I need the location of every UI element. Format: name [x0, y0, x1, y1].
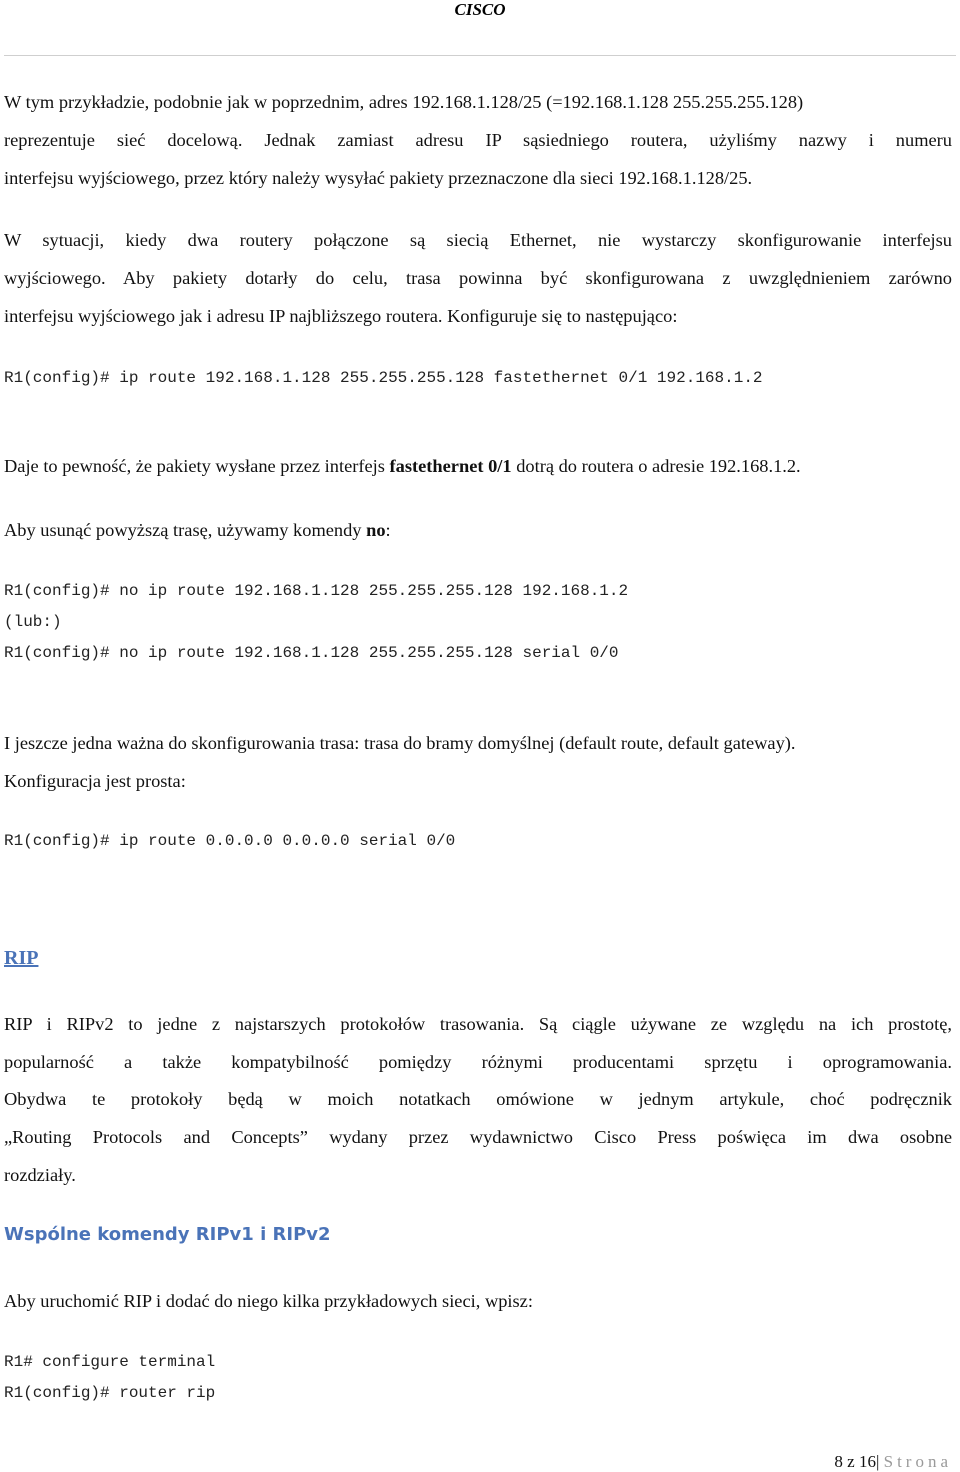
code-configure-terminal: R1# configure terminal: [4, 1353, 216, 1371]
para6-line5: rozdziały.: [4, 1165, 76, 1185]
code-default-route: R1(config)# ip route 0.0.0.0 0.0.0.0 serial 0/0: [4, 832, 456, 850]
para5-line1: I jeszcze jedna ważna do skonfigurowania trasa: trasa do bramy domyślnej (default route, default gateway).: [4, 733, 796, 753]
para1-line1: [4, 92, 952, 113]
para2-line2: wyjściowego. Aby pakiety dotarły do celu, trasa powinna być skonfigurowana z uwzględnieniem zarówno: [4, 268, 952, 288]
para4-text-before: Aby usunąć powyższą trasę, używamy komendy: [4, 520, 367, 540]
para5-line2: Konfiguracja jest prosta:: [4, 771, 186, 791]
para3-bold-interface: fastethernet 0/1: [389, 456, 512, 476]
para2-line3: interfejsu wyjściowego jak i adresu IP najbliższego routera. Konfiguruje się to następująco:: [4, 306, 678, 326]
para4-text-after: :: [385, 520, 391, 540]
footer-separator: |: [875, 1452, 880, 1471]
para2-line1: W sytuacji, kiedy dwa routery połączone są siecią Ethernet, nie wystarczy skonfigurowanie interfejsu: [4, 230, 952, 250]
footer-strona-label: Strona: [883, 1452, 952, 1471]
page-number: 8 z 16: [834, 1452, 876, 1471]
code-no-ip-route-1: R1(config)# no ip route 192.168.1.128 255.255.255.128 192.168.1.2: [4, 582, 629, 600]
para7: Aby uruchomić RIP i dodać do niego kilka przykładowych sieci, wpisz:: [4, 1291, 533, 1311]
para4: [4, 520, 391, 541]
heading-common-commands: Wspólne komendy RIPv1 i RIPv2: [4, 1224, 331, 1245]
para6-line3: Obydwa te protokoły będą w moich notatkach omówione w jednym artykule, choć podręcznik: [4, 1089, 952, 1109]
page-header-title: CISCO: [454, 0, 506, 19]
code-or-label: (lub:): [4, 613, 62, 631]
para4-bold-no: no: [366, 520, 386, 540]
code-router-rip: R1(config)# router rip: [4, 1384, 216, 1402]
para3-text-before: Daje to pewność, że pakiety wysłane przez interfejs: [4, 456, 390, 476]
para6-line4: „Routing Protocols and Concepts” wydany przez wydawnictwo Cisco Press poświęca im dwa osobne: [4, 1127, 952, 1147]
code-no-ip-route-2: R1(config)# no ip route 192.168.1.128 255.255.255.128 serial 0/0: [4, 644, 619, 662]
heading-rip[interactable]: RIP: [4, 947, 39, 969]
text: W tym przykładzie, podobnie jak w poprzednim, adres 192.168.1.128/25 (=192.168.1.128 255.255.255.128): [4, 92, 804, 112]
code-ip-route-fastethernet: R1(config)# ip route 192.168.1.128 255.255.255.128 fastethernet 0/1 192.168.1.2: [4, 369, 763, 387]
para1-line3: interfejsu wyjściowego, przez który należy wysyłać pakiety przeznaczone dla sieci 192.168.1.128/25.: [4, 168, 753, 188]
page-footer: [834, 1452, 952, 1472]
para1-line2: reprezentuje sieć docelową. Jednak zamiast adresu IP sąsiedniego routera, użyliśmy nazwy i numeru: [4, 130, 952, 150]
para6-line1: RIP i RIPv2 to jedne z najstarszych protokołów trasowania. Są ciągle używane ze względu na ich prostotę,: [4, 1014, 952, 1034]
header-divider: [4, 55, 956, 56]
para6-line2: popularność a także kompatybilność pomiędzy różnymi producentami sprzętu i oprogramowania.: [4, 1052, 952, 1072]
para3: [4, 456, 801, 477]
para3-text-after: dotrą do routera o adresie 192.168.1.2.: [511, 456, 801, 476]
